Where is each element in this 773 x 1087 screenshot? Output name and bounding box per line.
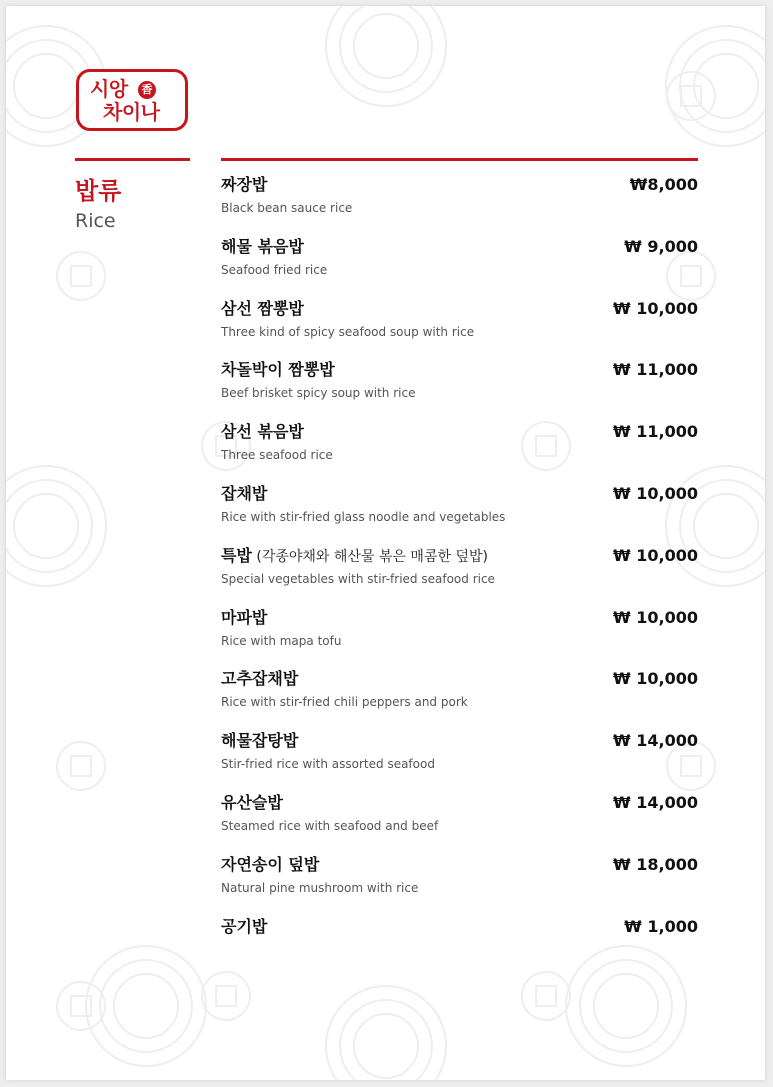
- menu-item-price: ₩ 14,000: [613, 792, 698, 812]
- menu-item-description: Steamed rice with seafood and beef: [221, 818, 439, 833]
- menu-item-name: [221, 483, 267, 505]
- menu-item-price: ₩8,000: [629, 175, 698, 194]
- menu-item-name: [221, 545, 488, 568]
- menu-item-price: ₩ 10,000: [613, 669, 698, 689]
- menu-item: [221, 359, 698, 421]
- menu-item-name-text: 짜장밥: [221, 175, 268, 194]
- menu-item-price: ₩ 18,000: [613, 854, 698, 874]
- logo-seal: 香: [138, 81, 156, 99]
- menu-item-name-text: 마파밥: [221, 607, 268, 627]
- menu-item-price: ₩ 10,000: [613, 483, 698, 503]
- category-title-english: Rice: [75, 210, 116, 232]
- menu-item-name: [221, 916, 267, 938]
- menu-item-name-text: 자연송이 덮밥: [221, 854, 320, 874]
- menu-item-note: (각종야채와 해산물 볶은 매콤한 덮밥): [251, 548, 488, 565]
- logo-text-top: 시앙: [90, 77, 128, 101]
- menu-item-name: [221, 607, 267, 629]
- menu-item: [221, 421, 698, 483]
- menu-item: [221, 916, 698, 978]
- menu-item: [221, 483, 698, 545]
- menu-item-name-text: 공기밥: [221, 916, 268, 936]
- menu-item-name-text: 삼선 짬뽕밥: [221, 298, 304, 318]
- menu-item-name-text: 잡채밥: [221, 483, 268, 503]
- menu-item-name: [221, 174, 267, 196]
- menu-item-name-text: 유산슬밥: [221, 792, 283, 812]
- menu-item-description: Stir-fried rice with assorted seafood: [221, 757, 435, 772]
- menu-item-name-text: 고추잡채밥: [221, 669, 299, 689]
- menu-divider: [221, 158, 698, 161]
- brand-logo: [76, 69, 188, 131]
- menu-item-name-text: 해물 볶음밥: [221, 236, 304, 256]
- menu-item-price: ₩ 11,000: [613, 360, 698, 380]
- menu-item: [221, 236, 698, 298]
- menu-item-name-text: 해물잡탕밥: [221, 731, 299, 751]
- menu-item-price: ₩ 10,000: [613, 545, 698, 565]
- menu-item-name-text: 특밥: [221, 545, 252, 565]
- menu-item-description: Rice with stir-fried glass noodle and vegetables: [221, 509, 506, 524]
- menu-item: [221, 545, 698, 607]
- menu-item: [221, 668, 698, 730]
- menu-item-price: ₩ 14,000: [613, 731, 698, 751]
- menu-item-description: Black bean sauce rice: [221, 201, 353, 215]
- menu-item-price: ₩ 10,000: [613, 607, 698, 627]
- menu-item-name-text: 삼선 볶음밥: [221, 422, 304, 442]
- category-divider: [75, 158, 190, 161]
- menu-item-price: ₩ 1,000: [624, 916, 698, 936]
- menu-item-name: [221, 730, 298, 752]
- menu-item-name: [221, 298, 304, 320]
- menu-item: [221, 174, 698, 236]
- menu-item: [221, 607, 698, 669]
- menu-item-description: Beef brisket spicy soup with rice: [221, 386, 416, 401]
- menu-item-description: Special vegetables with stir-fried seafood rice: [221, 571, 495, 586]
- menu-item-name: [221, 668, 298, 690]
- menu-item: [221, 730, 698, 792]
- menu-item-name: [221, 421, 304, 443]
- menu-item-name: [221, 792, 283, 814]
- menu-item-description: Natural pine mushroom with rice: [221, 880, 419, 895]
- category-title-korean: 밥류: [75, 177, 122, 205]
- menu-item-name: [221, 236, 304, 258]
- menu-item-price: ₩ 9,000: [624, 236, 698, 256]
- menu-item-name-text: 차돌박이 짬뽕밥: [221, 360, 335, 380]
- menu-item-description: Rice with mapa tofu: [221, 633, 342, 648]
- menu-item: [221, 298, 698, 360]
- menu-item-description: Three kind of spicy seafood soup with rice: [221, 324, 475, 339]
- menu-list: [221, 174, 698, 977]
- menu-item: [221, 792, 698, 854]
- menu-page: [6, 6, 765, 1080]
- menu-item-name: [221, 359, 335, 381]
- menu-item-name: [221, 854, 319, 876]
- menu-item-description: Seafood fried rice: [221, 262, 328, 277]
- logo-text-bottom: 차이나: [103, 100, 160, 124]
- menu-item-price: ₩ 11,000: [613, 422, 698, 442]
- menu-item-price: ₩ 10,000: [613, 298, 698, 318]
- menu-item: [221, 854, 698, 916]
- menu-item-description: Rice with stir-fried chili peppers and pork: [221, 695, 468, 710]
- menu-item-description: Three seafood rice: [221, 448, 333, 463]
